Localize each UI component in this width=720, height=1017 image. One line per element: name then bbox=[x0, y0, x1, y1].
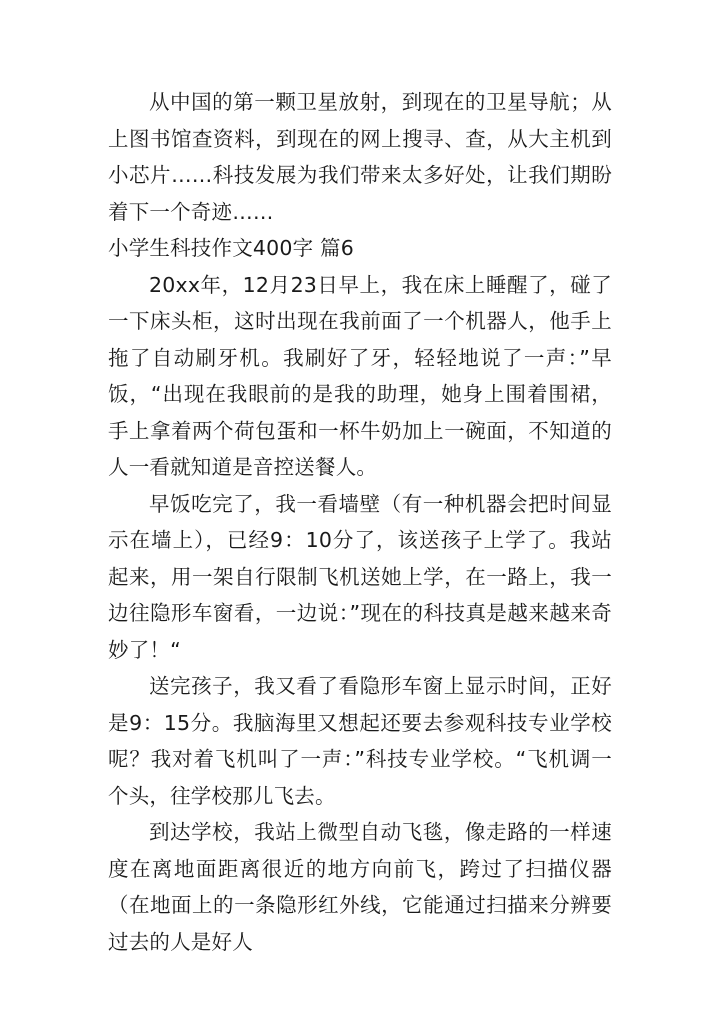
section-heading: 小学生科技作文400字 篇6 bbox=[108, 236, 354, 260]
body-paragraph-4: 到达学校，我站上微型自动飞毯，像走路的一样速度在离地面距离很近的地方向前飞，跨过了扫描仪器（在地面上的一条隐形红外线，它能通过扫描来分辨要过去的人是好人 bbox=[108, 820, 612, 954]
body-paragraph-1: 20xx年，12月23日早上，我在床上睡醒了，碰了一下床头柜，这时出现在我前面了一个机器人，他手上拖了自动刷牙机。我刷好了牙，轻轻地说了一声：”早饭，“出现在我眼前的是我的助理，她身上围着围裙，手上拿着两个荷包蛋和一杯牛奶加上一碗面，不知道的人一看就知道是音控送餐人。 bbox=[108, 272, 612, 479]
body-paragraph-2: 早饭吃完了，我一看墙壁（有一种机器会把时间显示在墙上），已经9：10分了，该送孩子上学了。我站起来，用一架自行限制飞机送她上学，在一路上，我一边往隐形车窗看，一边说：”现在的科技真是越来越来奇妙了！“ bbox=[108, 491, 612, 662]
body-paragraph-3: 送完孩子，我又看了看隐形车窗上显示时间，正好是9：15分。我脑海里又想起还要去参观科技专业学校呢？我对着飞机叫了一声：”科技专业学校。“飞机调一个头，往学校那儿飞去。 bbox=[108, 674, 612, 808]
document-body bbox=[108, 84, 612, 960]
intro-paragraph: 从中国的第一颗卫星放射，到现在的卫星导航；从上图书馆查资料，到现在的网上搜寻、查，从大主机到小芯片……科技发展为我们带来太多好处，让我们期盼着下一个奇迹…… bbox=[108, 90, 612, 224]
